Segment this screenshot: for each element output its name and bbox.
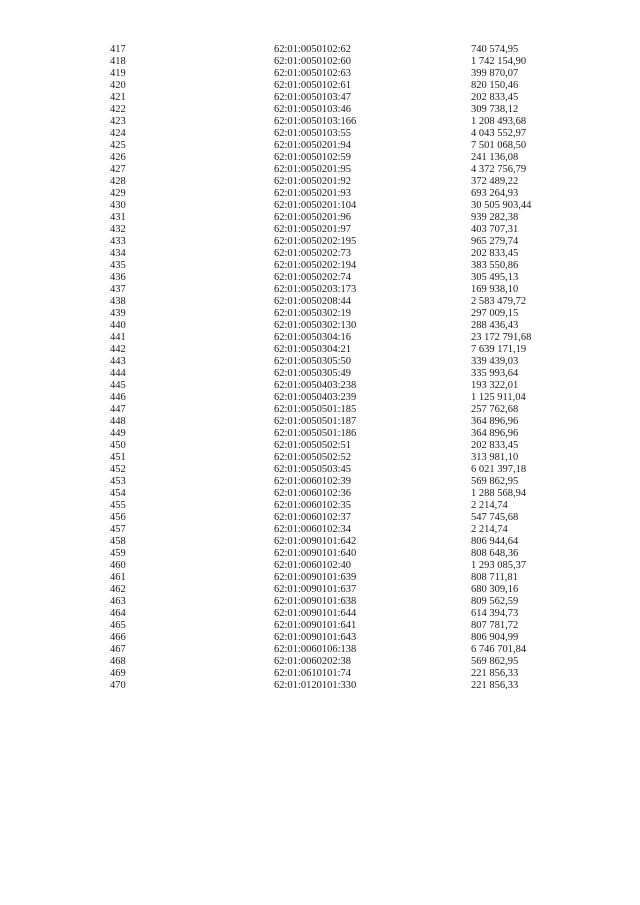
row-number: 450 <box>110 440 126 451</box>
cadastral-value: 335 993,64 <box>471 368 519 379</box>
table-row <box>110 188 580 200</box>
table-row <box>110 644 580 656</box>
cadastral-value: 740 574,95 <box>471 44 519 55</box>
row-number: 431 <box>110 212 126 223</box>
cadastral-number: 62:01:0050103:47 <box>274 92 352 103</box>
cadastral-number: 62:01:0050304:16 <box>274 332 352 343</box>
row-number: 448 <box>110 416 126 427</box>
cadastral-value: 202 833,45 <box>471 440 519 451</box>
cadastral-number: 62:01:0050202:74 <box>274 272 352 283</box>
row-number: 433 <box>110 236 126 247</box>
cadastral-value: 569 862,95 <box>471 476 519 487</box>
row-number: 460 <box>110 560 126 571</box>
cadastral-value: 221 856,33 <box>471 668 519 679</box>
cadastral-number: 62:01:0050102:63 <box>274 68 352 79</box>
row-number: 424 <box>110 128 126 139</box>
row-number: 430 <box>110 200 126 211</box>
row-number: 437 <box>110 284 126 295</box>
cadastral-value: 808 711,81 <box>471 572 518 583</box>
table-row <box>110 608 580 620</box>
table-row <box>110 548 580 560</box>
cadastral-value: 7 639 171,19 <box>471 344 527 355</box>
table-row <box>110 452 580 464</box>
table-row <box>110 368 580 380</box>
row-number: 429 <box>110 188 126 199</box>
table-row <box>110 320 580 332</box>
row-number: 453 <box>110 476 126 487</box>
table-row <box>110 260 580 272</box>
cadastral-value: 221 856,33 <box>471 680 519 691</box>
cadastral-number: 62:01:0090101:643 <box>274 632 357 643</box>
table-row <box>110 596 580 608</box>
row-number: 469 <box>110 668 126 679</box>
cadastral-number: 62:01:0060106:138 <box>274 644 357 655</box>
row-number: 449 <box>110 428 126 439</box>
cadastral-number: 62:01:0090101:637 <box>274 584 357 595</box>
row-number: 435 <box>110 260 126 271</box>
row-number: 428 <box>110 176 126 187</box>
row-number: 451 <box>110 452 126 463</box>
row-number: 457 <box>110 524 126 535</box>
table-row <box>110 656 580 668</box>
table-row <box>110 176 580 188</box>
row-number: 458 <box>110 536 126 547</box>
cadastral-value: 806 944,64 <box>471 536 519 547</box>
table-row <box>110 632 580 644</box>
row-number: 466 <box>110 632 126 643</box>
cadastral-number: 62:01:0610101:74 <box>274 668 352 679</box>
cadastral-value: 6 021 397,18 <box>471 464 527 475</box>
table-row <box>110 464 580 476</box>
row-number: 422 <box>110 104 126 115</box>
cadastral-value: 965 279,74 <box>471 236 519 247</box>
cadastral-number: 62:01:0060102:37 <box>274 512 352 523</box>
table-row <box>110 380 580 392</box>
row-number: 440 <box>110 320 126 331</box>
cadastral-number: 62:01:0050202:73 <box>274 248 352 259</box>
table-row <box>110 128 580 140</box>
cadastral-value: 23 172 791,68 <box>471 332 532 343</box>
cadastral-value: 2 214,74 <box>471 524 508 535</box>
table-row <box>110 512 580 524</box>
table-row <box>110 248 580 260</box>
row-number: 436 <box>110 272 126 283</box>
table-row <box>110 416 580 428</box>
cadastral-value: 809 562,59 <box>471 596 519 607</box>
cadastral-value: 939 282,38 <box>471 212 519 223</box>
row-number: 455 <box>110 500 126 511</box>
cadastral-number: 62:01:0050501:185 <box>274 404 357 415</box>
table-row <box>110 152 580 164</box>
row-number: 445 <box>110 380 126 391</box>
cadastral-number: 62:01:0050208:44 <box>274 296 352 307</box>
cadastral-value: 313 981,10 <box>471 452 519 463</box>
row-number: 446 <box>110 392 126 403</box>
cadastral-value: 1 293 085,37 <box>471 560 527 571</box>
table-row <box>110 272 580 284</box>
row-number: 432 <box>110 224 126 235</box>
table-row <box>110 80 580 92</box>
cadastral-value: 7 501 068,50 <box>471 140 527 151</box>
cadastral-value: 364 896,96 <box>471 428 519 439</box>
cadastral-number: 62:01:0050305:50 <box>274 356 352 367</box>
cadastral-value: 241 136,08 <box>471 152 519 163</box>
cadastral-value: 257 762,68 <box>471 404 519 415</box>
cadastral-number: 62:01:0120101:330 <box>274 680 357 691</box>
table-row <box>110 212 580 224</box>
cadastral-value: 2 583 479,72 <box>471 296 527 307</box>
cadastral-value: 808 648,36 <box>471 548 519 559</box>
table-row <box>110 404 580 416</box>
row-number: 467 <box>110 644 126 655</box>
cadastral-value: 807 781,72 <box>471 620 519 631</box>
cadastral-value: 1 208 493,68 <box>471 116 527 127</box>
table-row <box>110 500 580 512</box>
cadastral-value: 193 322,01 <box>471 380 519 391</box>
row-number: 426 <box>110 152 126 163</box>
table-row <box>110 440 580 452</box>
cadastral-number: 62:01:0060102:40 <box>274 560 352 571</box>
cadastral-number: 62:01:0050102:61 <box>274 80 352 91</box>
cadastral-number: 62:01:0050203:173 <box>274 284 357 295</box>
row-number: 438 <box>110 296 126 307</box>
cadastral-number: 62:01:0050502:51 <box>274 440 352 451</box>
row-number: 452 <box>110 464 126 475</box>
cadastral-number: 62:01:0050501:187 <box>274 416 357 427</box>
cadastral-value: 1 742 154,90 <box>471 56 527 67</box>
cadastral-number: 62:01:0050201:95 <box>274 164 352 175</box>
row-number: 465 <box>110 620 126 631</box>
cadastral-value: 1 288 568,94 <box>471 488 527 499</box>
row-number: 442 <box>110 344 126 355</box>
table-row <box>110 116 580 128</box>
cadastral-value: 309 738,12 <box>471 104 519 115</box>
row-number: 443 <box>110 356 126 367</box>
cadastral-value: 339 439,03 <box>471 356 519 367</box>
table-row <box>110 296 580 308</box>
cadastral-number: 62:01:0050103:55 <box>274 128 352 139</box>
table-row <box>110 356 580 368</box>
cadastral-number: 62:01:0090101:640 <box>274 548 357 559</box>
cadastral-value: 806 904,99 <box>471 632 519 643</box>
cadastral-value: 30 505 903,44 <box>471 200 532 211</box>
cadastral-number: 62:01:0050502:52 <box>274 452 352 463</box>
cadastral-number: 62:01:0090101:641 <box>274 620 357 631</box>
row-number: 447 <box>110 404 126 415</box>
cadastral-number: 62:01:0060102:35 <box>274 500 352 511</box>
cadastral-number: 62:01:0090101:642 <box>274 536 357 547</box>
row-number: 468 <box>110 656 126 667</box>
cadastral-value: 383 550,86 <box>471 260 519 271</box>
cadastral-value: 305 495,13 <box>471 272 519 283</box>
table-row <box>110 476 580 488</box>
cadastral-value: 202 833,45 <box>471 92 519 103</box>
cadastral-number: 62:01:0090101:638 <box>274 596 357 607</box>
cadastral-value: 820 150,46 <box>471 80 519 91</box>
cadastral-number: 62:01:0050501:186 <box>274 428 357 439</box>
table-row <box>110 428 580 440</box>
table-row <box>110 572 580 584</box>
row-number: 423 <box>110 116 126 127</box>
row-number: 421 <box>110 92 126 103</box>
cadastral-value: 364 896,96 <box>471 416 519 427</box>
cadastral-value: 399 870,07 <box>471 68 519 79</box>
cadastral-number: 62:01:0060102:34 <box>274 524 352 535</box>
table-row <box>110 308 580 320</box>
cadastral-number: 62:01:0050201:93 <box>274 188 352 199</box>
table-row <box>110 44 580 56</box>
row-number: 439 <box>110 308 126 319</box>
row-number: 444 <box>110 368 126 379</box>
table-row <box>110 392 580 404</box>
cadastral-number: 62:01:0050201:94 <box>274 140 352 151</box>
cadastral-value: 547 745,68 <box>471 512 519 523</box>
cadastral-number: 62:01:0060202:38 <box>274 656 352 667</box>
cadastral-value: 202 833,45 <box>471 248 519 259</box>
cadastral-number: 62:01:0060102:36 <box>274 488 352 499</box>
table-row <box>110 488 580 500</box>
row-number: 462 <box>110 584 126 595</box>
table-row <box>110 560 580 572</box>
cadastral-number: 62:01:0050201:97 <box>274 224 352 235</box>
table-row <box>110 584 580 596</box>
cadastral-number: 62:01:0050102:60 <box>274 56 352 67</box>
table-row <box>110 236 580 248</box>
cadastral-value: 680 309,16 <box>471 584 519 595</box>
cadastral-number: 62:01:0090101:639 <box>274 572 357 583</box>
cadastral-number: 62:01:0050202:194 <box>274 260 357 271</box>
cadastral-value: 2 214,74 <box>471 500 508 511</box>
row-number: 420 <box>110 80 126 91</box>
row-number: 470 <box>110 680 126 691</box>
cadastral-number: 62:01:0050201:96 <box>274 212 352 223</box>
cadastral-number: 62:01:0050503:45 <box>274 464 352 475</box>
cadastral-number: 62:01:0050201:104 <box>274 200 357 211</box>
table-row <box>110 620 580 632</box>
cadastral-value: 372 489,22 <box>471 176 519 187</box>
row-number: 441 <box>110 332 126 343</box>
row-number: 461 <box>110 572 126 583</box>
cadastral-number: 62:01:0050302:130 <box>274 320 357 331</box>
table-row <box>110 164 580 176</box>
cadastral-number: 62:01:0050202:195 <box>274 236 357 247</box>
row-number: 464 <box>110 608 126 619</box>
row-number: 419 <box>110 68 126 79</box>
row-number: 418 <box>110 56 126 67</box>
table-row <box>110 524 580 536</box>
row-number: 463 <box>110 596 126 607</box>
table-row <box>110 680 580 692</box>
cadastral-number: 62:01:0050305:49 <box>274 368 352 379</box>
cadastral-number: 62:01:0050201:92 <box>274 176 352 187</box>
cadastral-value: 4 043 552,97 <box>471 128 527 139</box>
table-row <box>110 344 580 356</box>
cadastral-number: 62:01:0050103:46 <box>274 104 352 115</box>
table-row <box>110 56 580 68</box>
table-row <box>110 104 580 116</box>
cadastral-value: 297 009,15 <box>471 308 519 319</box>
cadastral-value: 614 394,73 <box>471 608 519 619</box>
cadastral-value: 4 372 756,79 <box>471 164 527 175</box>
table-row <box>110 92 580 104</box>
cadastral-number: 62:01:0090101:644 <box>274 608 357 619</box>
row-number: 427 <box>110 164 126 175</box>
row-number: 454 <box>110 488 126 499</box>
row-number: 417 <box>110 44 126 55</box>
table-row <box>110 536 580 548</box>
cadastral-value-table <box>110 44 580 692</box>
cadastral-value: 1 125 911,04 <box>471 392 526 403</box>
cadastral-number: 62:01:0050403:239 <box>274 392 357 403</box>
cadastral-number: 62:01:0050102:59 <box>274 152 352 163</box>
cadastral-value: 569 862,95 <box>471 656 519 667</box>
row-number: 459 <box>110 548 126 559</box>
row-number: 434 <box>110 248 126 259</box>
cadastral-value: 693 264,93 <box>471 188 519 199</box>
table-row <box>110 332 580 344</box>
cadastral-number: 62:01:0050102:62 <box>274 44 352 55</box>
table-row <box>110 284 580 296</box>
cadastral-value: 403 707,31 <box>471 224 519 235</box>
cadastral-value: 169 938,10 <box>471 284 519 295</box>
row-number: 456 <box>110 512 126 523</box>
cadastral-value: 288 436,43 <box>471 320 519 331</box>
cadastral-number: 62:01:0050302:19 <box>274 308 352 319</box>
table-row <box>110 200 580 212</box>
table-row <box>110 224 580 236</box>
cadastral-number: 62:01:0050403:238 <box>274 380 357 391</box>
table-row <box>110 68 580 80</box>
cadastral-value: 6 746 701,84 <box>471 644 527 655</box>
table-row <box>110 668 580 680</box>
cadastral-number: 62:01:0060102:39 <box>274 476 352 487</box>
cadastral-number: 62:01:0050304:21 <box>274 344 352 355</box>
row-number: 425 <box>110 140 126 151</box>
table-row <box>110 140 580 152</box>
cadastral-number: 62:01:0050103:166 <box>274 116 357 127</box>
